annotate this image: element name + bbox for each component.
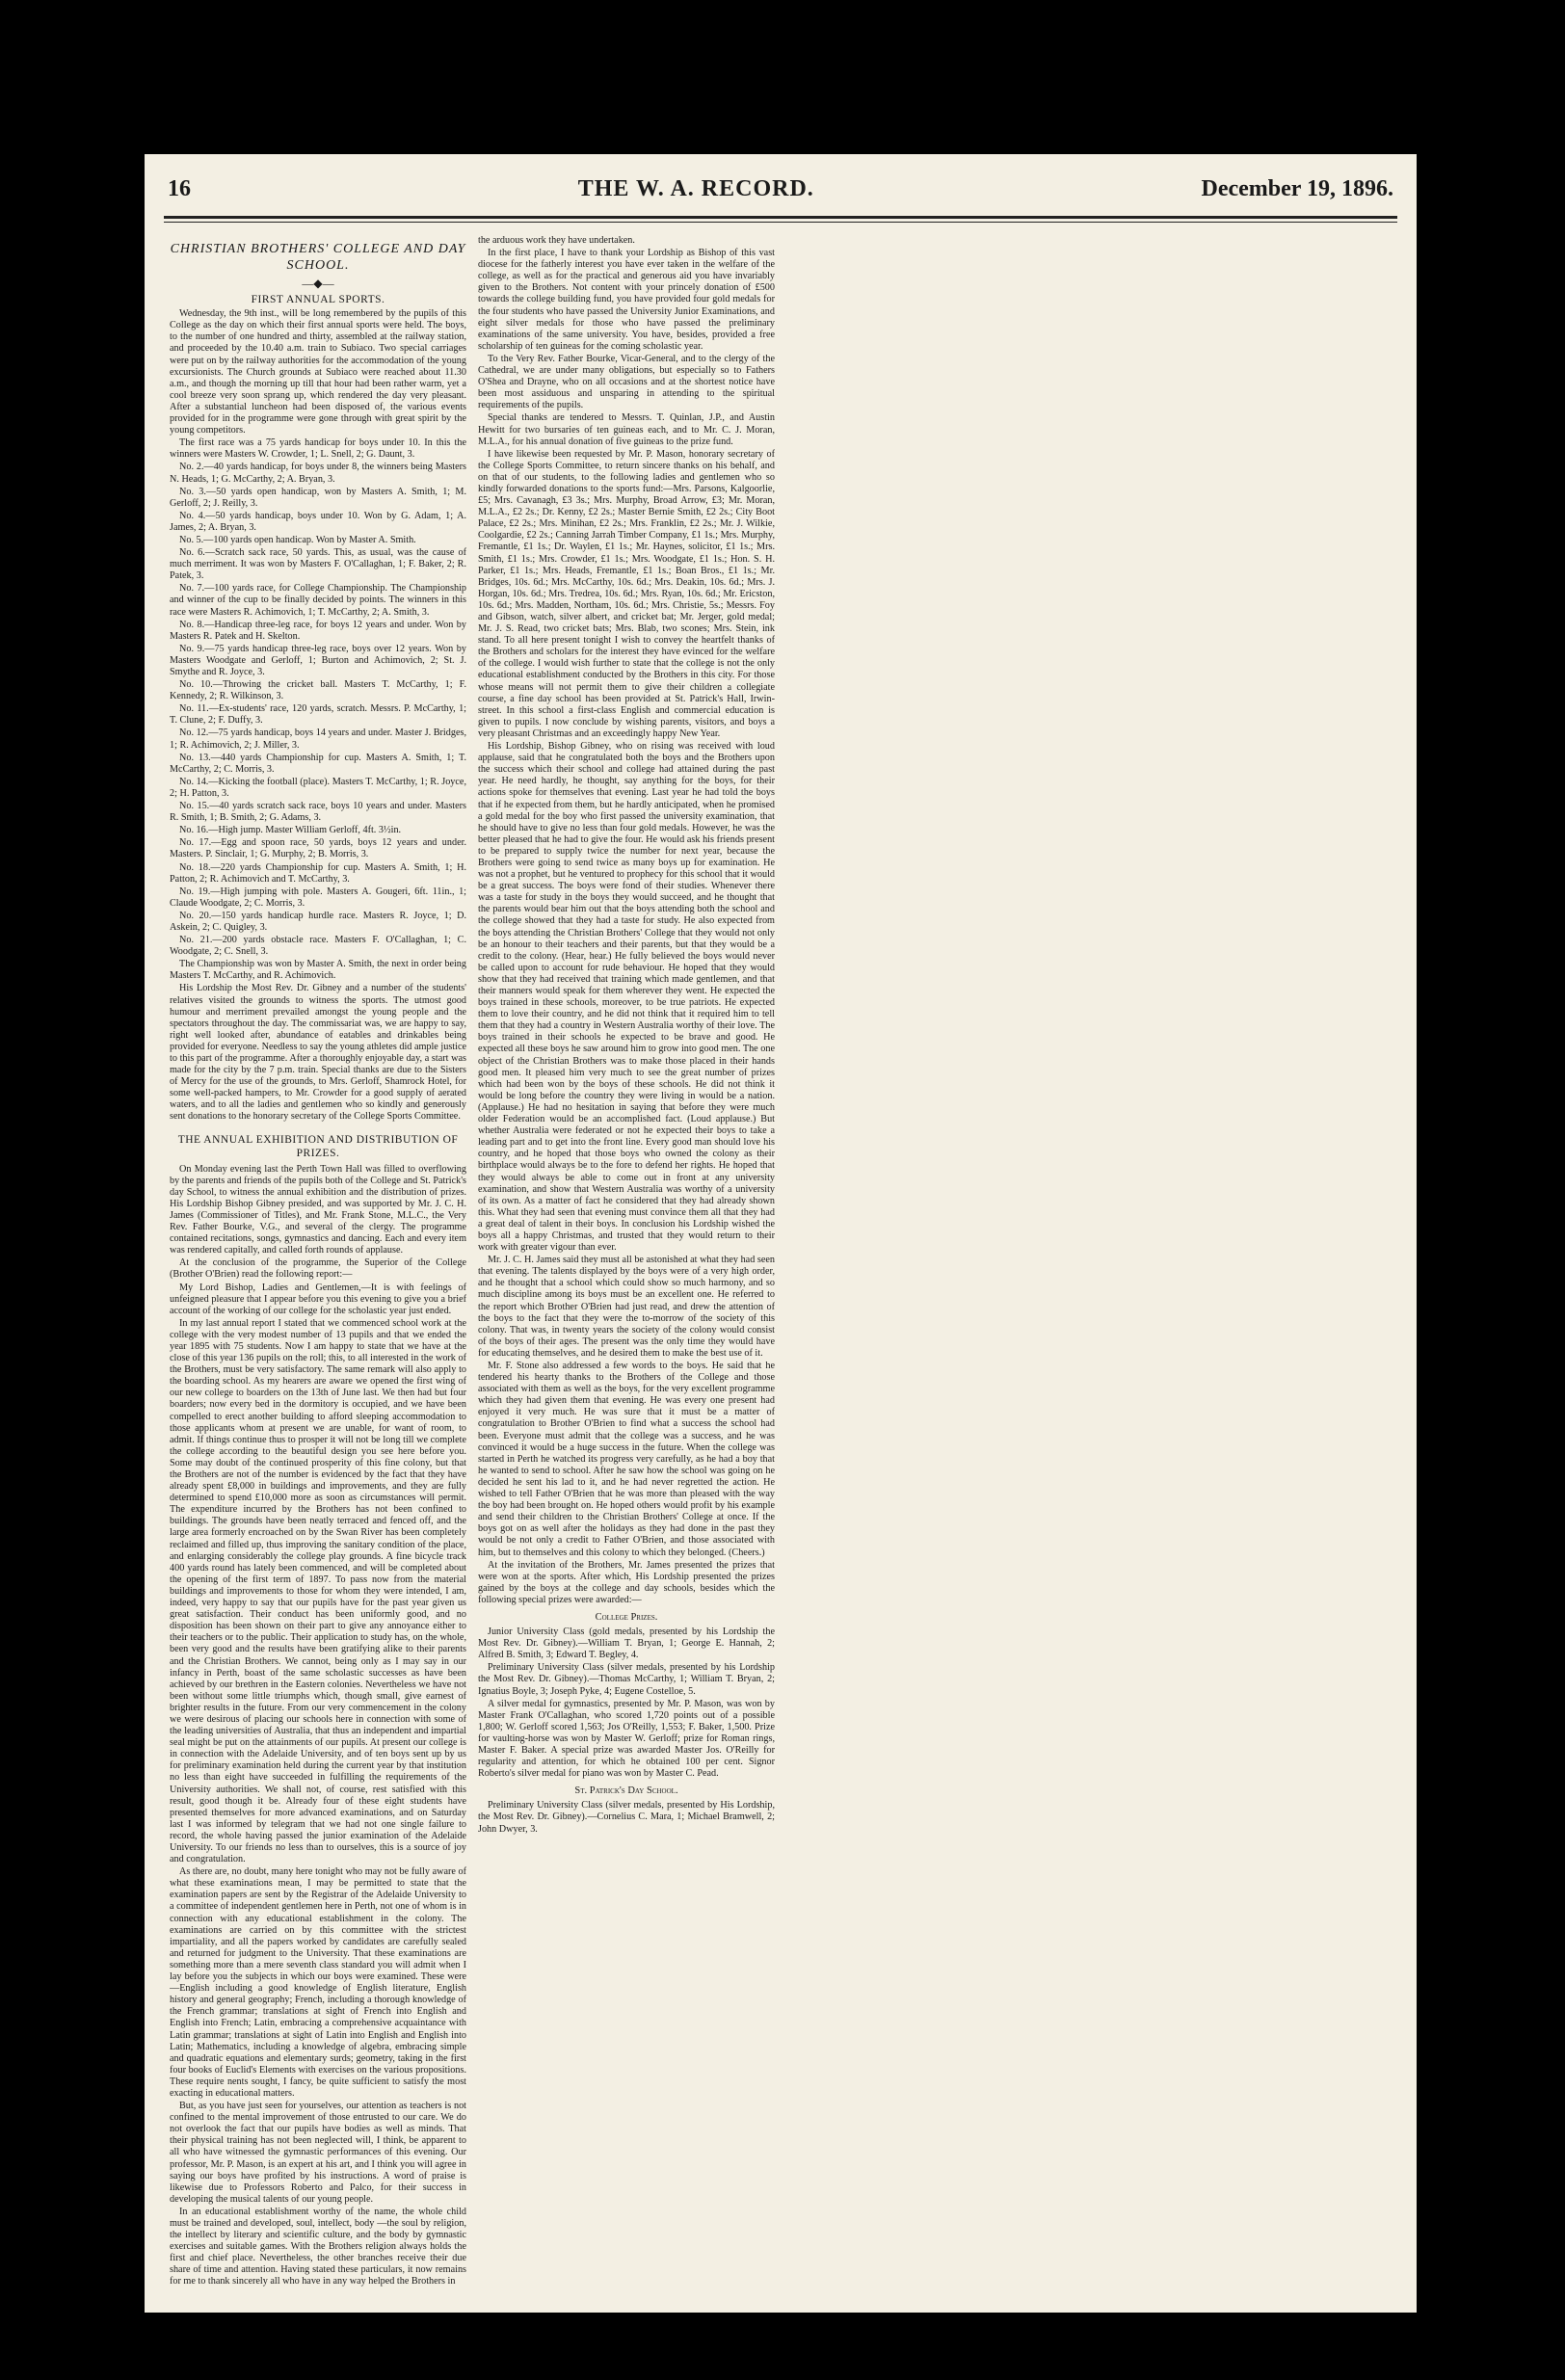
paragraph: On Monday evening last the Perth Town Hall was filled to overflowing by the parents and friends of the pupils both of the College and St. Patrick's day School, to witness the annual exhibition and the distribution of prizes. His Lordship Bishop Gibney presided, and was supported by Mr. J. C. H. James (Commissioner of Titles), and Mr. Frank Stone, M.L.C., the Very Rev. Father Bourke, V.G., and several of the clergy. The programme contained recitations, songs, gymnastics and dancing. Each and every item was rendered capitally, and called forth rounds of applause. (170, 1163, 466, 1256)
paragraph: As there are, no doubt, many here tonight who may not be fully aware of what these examinations mean, I may be permitted to state that the examination papers are sent by the Registrar of the Adelaide University to a committee of independent gentlemen here in Perth, not one of whom is in connection with any educational establishment in the colony. The examinations are carried on by this committee with the strictest impartiality, and all the papers worked by candidates are carefully sealed and returned for judgment to the University. That these examinations are something more than a mere seventh class standard you will admit when I lay before you the subjects in which our boys were examined. These were—English including a good knowledge of English literature, English history and general geography; French, including a thorough knowledge of the French grammar; translations at sight of French into English and English into French; Latin, embracing a comprehensive acquaintance with Latin grammar; translations at sight of Latin into English and English into Latin; Mathematics, including a knowledge of algebra, embracing simple and quadratic equations and elementary surds; geometry, taking in the first four books of Euclid's Elements with exercises on the various propositions. These require nents sought, I fancy, be quite sufficient to satisfy the most exacting in educational matters. (170, 1866, 466, 2099)
header-rule-thin (164, 222, 1397, 223)
paragraph: The Championship was won by Master A. Smith, the next in order being Masters T. McCarthy, and R. Achimovich. (170, 959, 466, 982)
paragraph: No. 16.—High jump. Master William Gerloff, 4ft. 3½in. (179, 825, 402, 836)
paragraph: No. 18.—220 yards Championship for cup. Masters A. Smith, 1; H. Patton, 2; R. Achimovich and T. McCarthy, 3. (170, 861, 466, 885)
paragraph: No. 19.—High jumping with pole. Masters A. Gougeri, 6ft. 11in., 1; Claude Woodgate, 2; C. Morris, 3. (170, 886, 466, 909)
paragraph: No. 9.—75 yards handicap three-leg race, boys over 12 years. Won by Masters Woodgate and Gerloff, 1; Burton and Achimovich, 2; St. J. Smythe and R. Joyce, 3. (170, 643, 466, 677)
column-1 (170, 235, 466, 2299)
paragraph: Junior University Class (gold medals, presented by his Lordship the Most Rev. Dr. Gibney).—William T. Bryan, 1; George E. Hannah, 2; Alfred B. Smith, 3; Edward T. Begley, 4. (478, 1626, 775, 1661)
section-heading: College Prizes. (595, 1611, 658, 1623)
paragraph: No. 5.—100 yards open handicap. Won by Master A. Smith. (179, 534, 416, 545)
paragraph: But, as you have just seen for yourselves, our attention as teachers is not confined to the mental improvement of those entrusted to our care. We do not overlook the fact that our pupils have bodies as well as minds. That their physical training has not been neglected will, I think, be apparent to all who have witnessed the gymnastic performances of this evening. Our professor, Mr. P. Mason, is an expert at his art, and I think you will agree in saying our boys have profited by his instructions. A word of praise is likewise due to Professors Roberto and Palco, for their success in developing the musical talents of our young people. (170, 2101, 466, 2205)
paragraph: In the first place, I have to thank your Lordship as Bishop of this vast diocese for the fatherly interest you have ever taken in the welfare of the college, as well as for the practical and generous aid you have invariably given to the Brothers. Not content with your princely donation of £500 towards the college building fund, you have provided four gold medals for the four students who have passed the University Junior Examinations, and eight silver medals for those who have passed the preliminary examinations of the same university. You have, besides, provided a free scholarship of ten guineas for the coming scholastic year. (478, 248, 775, 352)
paragraph: No. 8.—Handicap three-leg race, for boys 12 years and under. Won by Masters R. Patek and H. Skelton. (170, 619, 466, 642)
paragraph: No. 17.—Egg and spoon race, 50 yards, boys 12 years and under. Masters. P. Sinclair, 1; G. Murphy, 2; B. Morris, 3. (170, 837, 466, 860)
paragraph: In my last annual report I stated that we commenced school work at the college with the very modest number of 13 pupils and that we ended the year 1895 with 75 students. Now I am happy to state that we have at the close of this year 136 pupils on the roll; this, to all interested in the work of the Brothers, must be very satisfactory. The same remark will also apply to the boarding school. As my hearers are aware we opened the first wing of our new college to boarders on the 13th of June last. We then had but four boarders; now every bed in the dormitory is occupied, and we have been compelled to erect another building to afford sleeping accommodation to those applicants whom at present we are unable, for want of room, to admit. If things continue thus to prosper it will not be long till we complete the college according to the beautiful design you see here before you. Some may doubt of the continued prosperity of this fine colony, but that the Brothers are not of the number is evidenced by the fact that they have already spent £8,000 in buildings and improvements, and they are fully determined to spend £10,000 more as soon as circumstances will permit. The expenditure incurred by the Brothers has not been confined to buildings. The grounds have been neatly terraced and fenced off, and the large area formerly encroached on by the Swan River has been completely reclaimed and filled up, thus improving the sanitary condition of the place, and enlarging considerably the college play grounds. A fine bicycle track 400 yards round has lately been commenced, and will be completed about the opening of the first term of 1897. To pass now from the material buildings and improvements to those for whom they were intended, I am, indeed, very happy to say that our pupils have for the past year given us great satisfaction. Their conduct has been uniformly good, and no disposition has been shown on their part to give any annoyance either to their teachers or to the public. Their application to study has, on the whole, been very good and the results have been gratifying alike to their parents and the Christian Brothers. We cannot, being only as I may say in our infancy in Perth, boast of the same scholastic successes as have been achieved by our brethren in the Eastern colonies. Nevertheless we have not been without some little triumphs which, though small, give earnest of brighter results in the future. From our very commencement in the colony we were desirous of placing our schools here in connection with some of the leading universities of Australia, that thus an independent and impartial seal might be put on the attainments of our pupils. At present our college is in connection with the Adelaide University, and of ten boys sent up by us for preliminary examination held during the current year by that institution no less than eight have succeeded in fulfilling the requirements of the University authorities. We shall not, of course, rest satisfied with this result, good though it be. Already four of these eight students have presented themselves for more advanced examinations, and on Saturday last I was informed by telegram that we had not one single failure to record, the whole having passed the junior examination of the Adelaide University. To our friends no less than to ourselves, this is a source of joy and congratulation. (170, 1317, 466, 1865)
publication-title: THE W. A. RECORD. (577, 175, 814, 201)
paragraph: His Lordship the Most Rev. Dr. Gibney and a number of the students' relatives visited the grounds to witness the sports. The utmost good humour and merriment prevailed amongst the young people and the spectators throughout the day. The commissariat was, we are happy to say, right well looked after, abundance of eatables and drinkables being provided for everyone. Needless to say the young athletes did ample justice to this part of the programme. After a thoroughly enjoyable day, a start was made for the city by the 7 p.m. train. Special thanks are due to the Sisters of Mercy for the use of the grounds, to Mrs. Gerloff, Shamrock Hotel, for some well-packed hampers, to Mr. Crowder for a good supply of aerated waters, and to all the ladies and gentlemen who so kindly and generously sent donations to the honorary secretary of the College Sports Committee. (170, 983, 466, 1123)
paragraph: At the invitation of the Brothers, Mr. James presented the prizes that were won at the sports. After which, His Lordship presented the prizes gained by the boys at the college and day schools, besides which the following special prizes were awarded:— (478, 1559, 775, 1605)
paragraph: At the conclusion of the programme, the Superior of the College (Brother O'Brien) read the following report:— (170, 1257, 466, 1281)
paragraph: The first race was a 75 yards handicap for boys under 10. In this the winners were Masters W. Crowder, 1; L. Snell, 2; G. Daunt, 3. (170, 437, 466, 461)
paragraph: No. 6.—Scratch sack race, 50 yards. This, as usual, was the cause of much merriment. It was won by Masters F. O'Callaghan, 1; F. Baker, 2; R. Patek, 3. (170, 547, 466, 582)
page-number: 16 (168, 175, 191, 201)
paragraph: No. 2.—40 yards handicap, for boys under 8, the winners being Masters N. Heads, 1; G. McCarthy, 2; A. Bryan, 3. (170, 462, 466, 485)
paragraph: the arduous work they have undertaken. (478, 235, 635, 246)
paragraph: No. 7.—100 yards race, for College Championship. The Championship and winner of the cup to be finally decided by points. The winners in this race were Masters R. Achimovich, 1; T. McCarthy, 2; A. Smith, 3. (170, 583, 466, 618)
issue-date: December 19, 1896. (1201, 175, 1393, 201)
paragraph: A silver medal for gymnastics, presented by Mr. P. Mason, was won by Master Frank O'Callaghan, who scored 1,720 points out of a possible 1,800; W. Gerloff scored 1,563; Jos O'Reilly, 1,553; F. Baker, 1,500. Prize for vaulting-horse was won by Master W. Gerloff; prize for Roman rings, Master F. Baker. A special prize was awarded Master Jos. O'Reilly for regularity and attention, for which he obtained 100 per cent. Signor Roberto's silver medal for piano was won by Master C. Pead. (478, 1698, 775, 1780)
paragraph: To the Very Rev. Father Bourke, Vicar-General, and to the clergy of the Cathedral, we are under many obligations, but especially so to Fathers O'Shea and Drayne, who on all occasions and at the shortest notice have been most assiduous and unsparing in attending to the spiritual requirements of the pupils. (478, 353, 775, 411)
paragraph: No. 4.—50 yards handicap, boys under 10. Won by G. Adam, 1; A. James, 2; A. Bryan, 3. (170, 510, 466, 533)
section-heading: St. Patrick's Day School. (574, 1785, 678, 1797)
paragraph: Wednesday, the 9th inst., will be long remembered by the pupils of this College as the day on which their first annual sports were held. The boys, to the number of one hundred and thirty, assembled at the railway station, and proceeded by the 10.40 a.m. train to Subiaco. Two special carriages were put on by the railway authorities for the accommodation of the young excursionists. The Church grounds at Subiaco were reached about 11.30 a.m., and though the morning up till that hour had been rather warm, yet a cool breeze very soon sprang up, which rendered the day very pleasant. After a substantial luncheon had been disposed of, the various events provided for in the programme were gone through with great spirit by the young competitors. (170, 308, 466, 436)
page-header (168, 168, 1393, 210)
header-rule (164, 216, 1397, 219)
paragraph: No. 14.—Kicking the football (place). Masters T. McCarthy, 1; R. Joyce, 2; H. Patton, 3. (170, 776, 466, 799)
article-heading: CHRISTIAN BROTHERS' COLLEGE AND DAY SCHOOL. (170, 242, 466, 273)
paragraph: No. 12.—75 yards handicap, boys 14 years and under. Master J. Bridges, 1; R. Achimovich, 2; J. Miller, 3. (170, 727, 466, 751)
column-2 (478, 235, 775, 2299)
ornament-divider: —◆— (302, 277, 334, 290)
column-container (170, 235, 1392, 2299)
paragraph: No. 10.—Throwing the cricket ball. Masters T. McCarthy, 1; F. Kennedy, 2; R. Wilkinson, 3. (170, 679, 466, 702)
newspaper-page (145, 154, 1417, 2313)
paragraph: Preliminary University Class (silver medals, presented by His Lordship, the Most Rev. Dr. Gibney).—Cornelius C. Mara, 1; Michael Bramwell, 2; John Dwyer, 3. (478, 1800, 775, 1835)
article-heading: THE ANNUAL EXHIBITION AND DISTRIBUTION OF PRIZES. (177, 1133, 459, 1159)
paragraph: My Lord Bishop, Ladies and Gentlemen,—It is with feelings of unfeigned pleasure that I appear before you this evening to give you a brief account of the working of our college for the scholastic year just ended. (170, 1282, 466, 1316)
paragraph: No. 15.—40 yards scratch sack race, boys 10 years and under. Masters R. Smith, 1; B. Smith, 2; G. Adams, 3. (170, 801, 466, 824)
paragraph: Special thanks are tendered to Messrs. T. Quinlan, J.P., and Austin Hewitt for two bursaries of ten guineas each, and to Mr. C. J. Moran, M.L.A., for his annual donation of five guineas to the prize fund. (478, 412, 775, 447)
paragraph: Preliminary University Class (silver medals, presented by his Lordship the Most Rev. Dr. Gibney).—Thomas McCarthy, 1; William T. Bryan, 2; Ignatius Boyle, 3; Joseph Pyke, 4; Eugene Costelloe, 5. (478, 1662, 775, 1697)
paragraph: No. 11.—Ex-students' race, 120 yards, scratch. Messrs. P. McCarthy, 1; T. Clune, 2; F. Duffy, 3. (170, 703, 466, 727)
column-3 (786, 235, 1083, 2299)
paragraph: No. 3.—50 yards open handicap, won by Masters A. Smith, 1; M. Gerloff, 2; J. Reilly, 3. (170, 486, 466, 509)
paragraph: No. 20.—150 yards handicap hurdle race. Masters R. Joyce, 1; D. Askein, 2; C. Quigley, 3. (170, 910, 466, 933)
column-4 (1095, 235, 1392, 2299)
paragraph: In an educational establishment worthy of the name, the whole child must be trained and developed, soul, intellect, body —the soul by religion, the intellect by literary and scientific culture, and the body by gymnastic exercises and suitable games. With the Brothers religion always holds the first and chief place. Nevertheless, the other branches receive their due share of time and attention. Having stated these particulars, it now remains for me to thank sincerely all who have in any way helped the Brothers in (170, 2206, 466, 2287)
paragraph: His Lordship, Bishop Gibney, who on rising was received with loud applause, said that he congratulated both the boys and the Brothers upon the success which their school and college had attained during the past year. He need hardly, he thought, say anything for the boys, for their actions spoke for themselves that evening. Last year he had told the boys that if he expected from them, but he hardly anticipated, when he promised a gold medal for the boy who first passed the university examination, that he should have to give no less than four gold medals. However, he was the better pleased that he had to give the four. He would ask his friends present to be prepared to supply twice the number for next year, because the Brothers were going to send twice as many boys up for examination. He was not a prophet, but he ventured to prophecy for this school that it would be a great success. The boys were fond of their studies. Whenever there was a taste for study in the boys they would succeed, and he thought that the parents would bear him out that the boys attending both the school and the college showed that they had a taste for study. He also expected from the boys attending the Christian Brothers' College that they would not only be an honour to their teachers and their parents, but that they would be a credit to the colony. (Hear, hear.) He fully believed the boys would never be called upon to account for rude behaviour. He hoped that they would show that they had received that training which made gentlemen, and that their manners would speak for them wherever they went. He expected the boys trained in these schools, moreover, to be true patriots. He expected them to love their country, and he did not think that it required him to tell them that they had a country in Western Australia worthy of their love. The boys trained in their schools he expected to be brave and good. He expected all these boys he saw around him to grow into good men. The one object of the Christian Brothers was to make those placed in their hands good men. It pleased him very much to see the great number of prizes which had been won by the boys of these schools. He did not think it would be long before the country they were living in would be a nation. (Applause.) He had no hesitation in saying that before they were much older Federation would be an accomplished fact. (Loud applause.) But whether Australia were federated or not he expected their boys to take a leading part and to get into the front line. Every good man should love his country, and he hoped that those boys who owned the colony as their birthplace would always be to the fore to defend her rights. He hoped that they would always be able to come out in front at any university examination, and show that Western Australia was worthy of a university of its own. As a matter of fact he considered that they had already shown this. What they had seen that evening must convince them all that they had a great deal of talent in their boys. In conclusion his Lordship wished the boys all a happy Christmas, and trusted that they would return to their work with greater vigour than ever. (478, 741, 775, 1254)
paragraph: I have likewise been requested by Mr. P. Mason, honorary secretary of the College Sports Committee, to return sincere thanks on his behalf, and on that of our students, to the following ladies and gentlemen who so kindly forwarded donations to the sports fund:—Mrs. Parsons, Kalgoorlie, £5; Mrs. Cavanagh, £3 3s.; Mrs. Murphy, Broad Arrow, £3; Mr. Moran, M.L.A., £2 2s.; Dr. Kenny, £2 2s.; Master Bernie Smith, £2 2s.; City Boot Palace, £2 2s.; Mrs. Minihan, £2 2s.; Mrs. Franklin, £2 2s.; Mr. J. Wilkie, Coolgardie, £2 2s.; Canning Jarrah Timber Company, £1 1s.; Mrs. Murphy, Fremantle, £1 1s.; Dr. Waylen, £1 1s.; Mr. Haynes, solicitor, £1 1s.; Mrs. Smith, £1 1s.; Mrs. Crowder, £1 1s.; Mrs. Woodgate, £1 1s.; Hon. S. H. Parker, £1 1s.; Mrs. Heads, Fremantle, £1 1s.; Boan Bros., £1 1s.; Mr. Bridges, 10s. 6d.; Mrs. McCarthy, 10s. 6d.; Mrs. Deakin, 10s. 6d.; Mrs. J. Horgan, 10s. 6d.; Mrs. Tredrea, 10s. 6d.; Mrs. Ryan, 10s. 6d.; Mr. Ericston, 10s. 6d.; Mrs. Madden, Northam, 10s. 6d.; Mrs. Christie, 5s.; Messrs. Foy and Gibson, watch, silver albert, and cricket bat; Mr. Jerger, gold medal; Mr. J. S. Read, two cricket bats; Mrs. Blab, two scones; Mrs. Stein, ink stand. To all here present tonight I wish to convey the heartfelt thanks of the Brothers and scholars for the interest they have evinced for the welfare of the college. I would wish further to state that the college is not the only educational establishment conducted by the Brothers in this city. For those whose means will not permit them to give their children a collegiate course, a fine day school has been provided at St. Patrick's Hall, Irwin-street. In this school a first-class English and commercial education is given to pupils. I now conclude by wishing parents, visitors, and boys a very pleasant Christmas and an exceedingly happy New Year. (478, 448, 775, 739)
paragraph: No. 13.—440 yards Championship for cup. Masters A. Smith, 1; T. McCarthy, 2; C. Morris, 3. (170, 752, 466, 775)
article-subheading: FIRST ANNUAL SPORTS. (251, 294, 385, 306)
paragraph: Mr. F. Stone also addressed a few words to the boys. He said that he tendered his hearty thanks to the Brothers of the College and those associated with them as well as the boys, for the very excellent programme which they had given them that evening. He was every one present had enjoyed it very much. He was sure that it must be a matter of congratulation to Brother O'Brien to find what a success the school had been. Everyone must admit that the college was a success, and he was convinced it would be a huge success in the future. When the college was started in Perth he watched its progress very carefully, as he had a boy that he wanted to send to school. After he saw how the school was going on he decided he sent his lad to it, and he had never regretted the action. He wished to tell Father O'Brien that he was more than pleased with the way the boy had been brought on. He hoped others would profit by his example and send their children to the Christian Brothers' College at once. If the boys got on as well after the holidays as they had done in the past they would be not only a credit to Father O'Brien, and those associated with him, but to themselves and this colony to which they belonged. (Cheers.) (478, 1361, 775, 1558)
paragraph: No. 21.—200 yards obstacle race. Masters F. O'Callaghan, 1; C. Woodgate, 2; C. Snell, 3. (170, 935, 466, 958)
paragraph: Mr. J. C. H. James said they must all be astonished at what they had seen that evening. The talents displayed by the boys were of a very high order, and he thought that a school which could show so much harmony, and so much discipline among its boys must be an excellent one. He referred to the report which Brother O'Brien had just read, and drew the attention of the boys to the fact that they were the to-morrow of the society of this colony. That was, in twenty years the society of the colony would consist of the boys of their ages. The present was the only time they would have for educating themselves, and he desired them to make the best use of it. (478, 1255, 775, 1359)
